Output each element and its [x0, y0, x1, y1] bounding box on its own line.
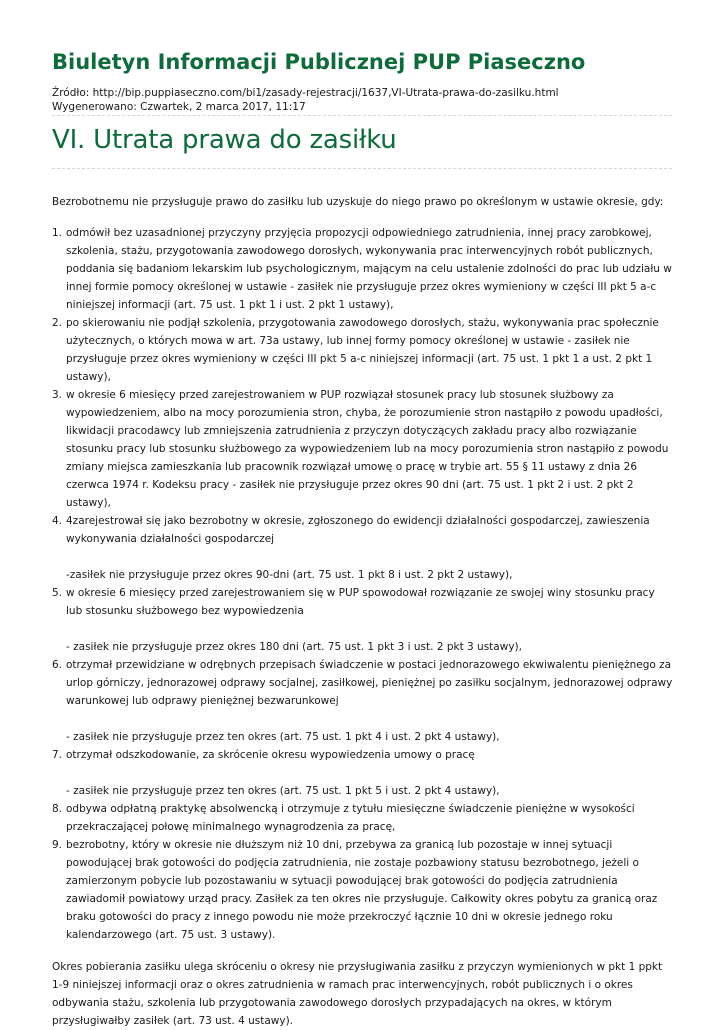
item-text: otrzymał przewidziane w odrębnych przepisach świadczenie w postaci jednorazowego ekwiwalentu pieniężnego za urlop górniczy, jednorazowej odprawy socjalnej, zasiłkowej, pieniężnej po zasiłku socjalnym, jednorazowej odprawy warunkowej lub odprawy pieniężnej bezwarunkowej: [66, 659, 673, 707]
closing-paragraph: Okres pobierania zasiłku ulega skróceniu o okresy nie przysługiwania zasiłku z przyczyn wymienionych w pkt 1 ppkt 1-9 niniejszej informacji oraz o okres zatrudnienia w ramach prac interwencyjnych, robót publicznych i o okres odbywania stażu, szkolenia lub przygotowania zawodowego dorosłych przypadających na okres, w którym przysługiwałby zasiłek (art. 73 ust. 4 ustawy).: [52, 961, 663, 1027]
item-text: otrzymał odszkodowanie, za skrócenie okresu wypowiedzenia umowy o pracę: [66, 749, 475, 761]
list-item: [52, 512, 674, 584]
item-number: 8.: [52, 803, 63, 815]
item-number: 3.: [52, 389, 63, 401]
item-text: w okresie 6 miesięcy przed zarejestrowaniem się w PUP spowodował rozwiązanie ze swojej winy stosunku pracy lub stosunku służbowego bez wypowiedzenia: [66, 587, 655, 617]
item-text: odbywa odpłatną praktykę absolwencką i otrzymuje z tytułu miesięczne świadczenie pieniężne w wysokości przekraczającej połowę minimalnego wynagrodzenia za pracę,: [66, 803, 635, 833]
generated-date: Wygenerowano: Czwartek, 2 marca 2017, 11:17: [52, 101, 306, 113]
site-title: Biuletyn Informacji Publicznej PUP Piaseczno: [52, 50, 586, 74]
item-number: 7.: [52, 749, 63, 761]
list-item: [52, 836, 674, 944]
divider: [52, 115, 672, 116]
item-text: odmówił bez uzasadnionej przyczyny przyjęcia propozycji odpowiedniego zatrudnienia, innej pracy zarobkowej, szkolenia, stażu, przygotowania zawodowego dorosłych, wykonywania prac interwencyjnych robót publicznych, poddania się badaniom lekarskim lub psychologicznym, mającym na celu ustalenie zdolności do prac lub udziału w innej formie pomocy określonej w ustawie - zasiłek nie przysługuje przez okres wymieniony w części III pkt 5 a-c niniejszej informacji (art. 75 ust. 1 pkt 1 i ust. 2 pkt 1 ustawy),: [66, 227, 672, 311]
list-item: [52, 224, 674, 314]
intro-paragraph: Bezrobotnemu nie przysługuje prawo do zasiłku lub uzyskuje do niego prawo po określonym w ustawie okresie, gdy:: [52, 196, 664, 208]
list-item: [52, 656, 674, 746]
source-url: Źródło: http://bip.puppiaseczno.com/bi1/zasady-rejestracji/1637,VI-Utrata-prawa-do-zasilku.html: [52, 87, 559, 99]
item-number: 5.: [52, 587, 63, 599]
document-body: [52, 193, 674, 1030]
item-number: 6.: [52, 659, 63, 671]
item-number: 9.: [52, 839, 63, 851]
item-number: 2.: [52, 317, 63, 329]
item-number: 4.: [52, 515, 63, 527]
item-note: -zasiłek nie przysługuje przez okres 90-dni (art. 75 ust. 1 pkt 8 i ust. 2 pkt 2 ustawy),: [66, 569, 513, 581]
list-item: [52, 386, 674, 512]
list-item: [52, 584, 674, 656]
list-item: [52, 314, 674, 386]
item-note: - zasiłek nie przysługuje przez ten okres (art. 75 ust. 1 pkt 4 i ust. 2 pkt 4 ustawy),: [66, 731, 500, 743]
item-text: w okresie 6 miesięcy przed zarejestrowaniem w PUP rozwiązał stosunek pracy lub stosunek służbowy za wypowiedzeniem, albo na mocy porozumienia stron, chyba, że porozumienie stron nastąpiło z powodu upadłości, likwidacji pracodawcy lub zmniejszenia zatrudnienia z przyczyn dotyczących zakładu pracy albo rozwiązanie stosunku pracy lub stosunku służbowego za wypowiedzeniem lub na mocy porozumienia stron nastąpiło z powodu zmiany miejsca zamieszkania lub pracownik rozwiązał umowę o pracę w trybie art. 55 § 11 ustawy z dnia 26 czerwca 1974 r. Kodeksu pracy - zasiłek nie przysługuje przez okres 90 dni (art. 75 ust. 1 pkt 2 i ust. 2 pkt 2 ustawy),: [66, 389, 669, 509]
conditions-list: [52, 224, 674, 944]
document-title: VI. Utrata prawa do zasiłku: [52, 125, 397, 155]
item-number: 1.: [52, 227, 63, 239]
list-item: [52, 746, 674, 800]
item-text: bezrobotny, który w okresie nie dłuższym niż 10 dni, przebywa za granicą lub pozostaje w innej sytuacji powodującej brak gotowości do podjęcia zatrudnienia, nie zostaje pozbawiony statusu bezrobotnego, jeżeli o zamierzonym pobycie lub pozostawaniu w sytuacji powodującej brak gotowości do podjęcia zatrudnienia zawiadomił powiatowy urząd pracy. Zasiłek za ten okres nie przysługuje. Całkowity okres pobytu za granicą oraz braku gotowości do pracy z innego powodu nie może przekroczyć łącznie 10 dni w okresie jednego roku kalendarzowego (art. 75 ust. 3 ustawy).: [66, 839, 658, 941]
list-item: [52, 800, 674, 836]
item-text: 4zarejestrował się jako bezrobotny w okresie, zgłoszonego do ewidencji działalności gospodarczej, zawieszenia wykonywania działalności gospodarczej: [66, 515, 650, 545]
divider: [52, 168, 672, 169]
item-note: - zasiłek nie przysługuje przez okres 180 dni (art. 75 ust. 1 pkt 3 i ust. 2 pkt 3 ustawy),: [66, 641, 522, 653]
item-text: po skierowaniu nie podjął szkolenia, przygotowania zawodowego dorosłych, stażu, wykonywania prac społecznie użytecznych, o których mowa w art. 73a ustawy, lub innej formy pomocy określonej w ustawie - zasiłek nie przysługuje przez okres wymieniony w części III pkt 5 a-c niniejszej informacji (art. 75 ust. 1 pkt 1 a ust. 2 pkt 1 ustawy),: [66, 317, 659, 383]
page-meta: [52, 86, 559, 114]
item-note: - zasiłek nie przysługuje przez ten okres (art. 75 ust. 1 pkt 5 i ust. 2 pkt 4 ustawy),: [66, 785, 500, 797]
